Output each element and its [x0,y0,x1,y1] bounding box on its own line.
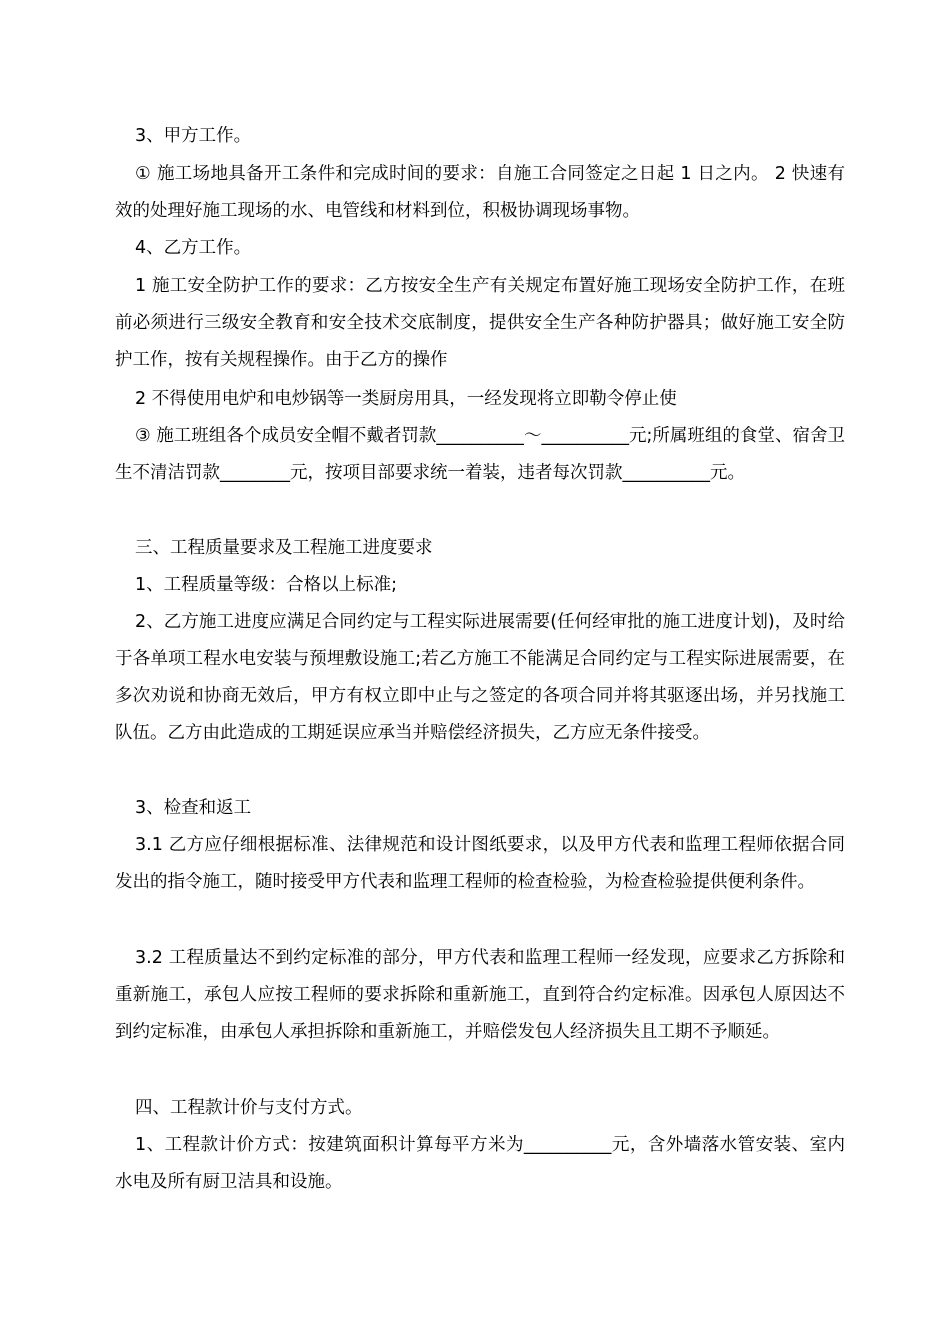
paragraph-quality-grade: 1、工程质量等级：合格以上标准; [135,575,398,595]
section-3-heading: 3、甲方工作。 [135,126,252,146]
section-inspection-heading: 3、检查和返工 [135,798,252,818]
paragraph-3-2: 3.2 工程质量达不到约定标准的部分，甲方代表和监理工程师一经发现，应要求乙方拆除和重新施工，承包人应按工程师的要求拆除和重新施工，直到符合约定标准。因承包人原因达不到约定标准，由承包人承担拆除和重新施工，并赔偿发包人经济损失且工期不予顺延。 [115,948,845,1042]
paragraph-3-1: 3.1 乙方应仔细根据标准、法律规范和设计图纸要求，以及甲方代表和监理工程师依据合同发出的指令施工，随时接受甲方代表和监理工程师的检查检验，为检查检验提供便利条件。 [115,835,845,892]
paragraph-party-a-item-1: ① 施工场地具备开工条件和完成时间的要求：自施工合同签定之日起 1 日之内。 2 快速有效的处理好施工现场的水、电管线和材料到位，积极协调现场事物。 [115,164,845,221]
section-payment-heading: 四、工程款计价与支付方式。 [135,1098,363,1118]
paragraph-schedule-requirements: 2、乙方施工进度应满足合同约定与工程实际进展需要(任何经审批的施工进度计划)，及时给于各单项工程水电安装与预埋敷设施工;若乙方施工不能满足合同约定与工程实际进展需要，在多次劝说和协商无效后，甲方有权立即中止与之签定的各项合同并将其驱逐出场，并另找施工队伍。乙方由此造成的工期延误应承当并赔偿经济损失，乙方应无条件接受。 [115,612,845,743]
paragraph-pricing-method: 1、工程款计价方式：按建筑面积计算每平方米为__________元，含外墙落水管安装、室内水电及所有厨卫洁具和设施。 [115,1135,845,1192]
paragraph-safety-requirements: 1 施工安全防护工作的要求：乙方按安全生产有关规定布置好施工现场安全防护工作，在班前必须进行三级安全教育和安全技术交底制度，提供安全生产各种防护器具；做好施工安全防护工作，按有关规程操作。由于乙方的操作 [115,276,845,370]
section-4-heading: 4、乙方工作。 [135,238,252,258]
paragraph-no-electric-stove: 2 不得使用电炉和电炒锅等一类厨房用具，一经发现将立即勒令停止使 [135,389,677,409]
paragraph-fines: ③ 施工班组各个成员安全帽不戴者罚款__________～__________元;所属班组的食堂、宿舍卫生不清洁罚款________元，按项目部要求统一着装，违者每次罚款__________元。 [115,426,845,483]
section-quality-schedule-heading: 三、工程质量要求及工程施工进度要求 [135,538,433,558]
